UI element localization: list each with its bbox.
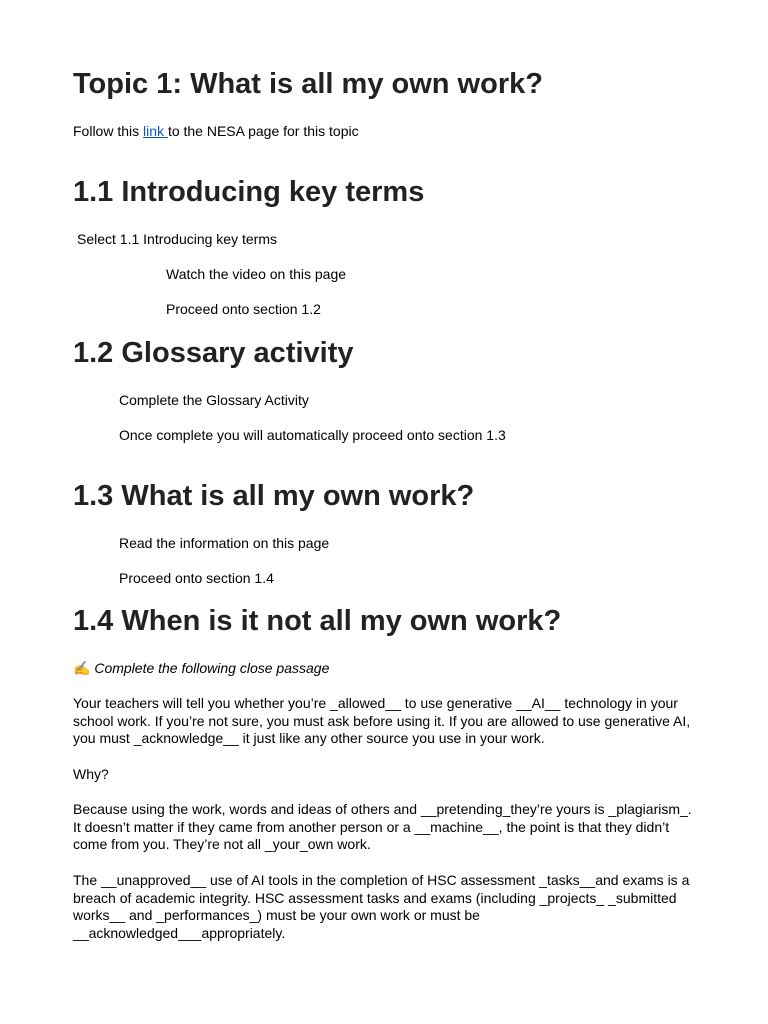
intro-text-after: to the NESA page for this topic bbox=[167, 123, 359, 139]
close-passage-instruction bbox=[73, 660, 329, 678]
instruction-text: Complete the following close passage bbox=[94, 660, 330, 676]
section-1-2-step-1: Complete the Glossary Activity bbox=[119, 392, 309, 408]
passage-paragraph-1: Your teachers will tell you whether you’re _allowed__ to use generative __AI__ technology in your school work. If you’re not sure, you must ask before using it. If you are allowed to use generative AI, you must _acknowledge__ it just like any other source you use in your work. bbox=[73, 695, 691, 746]
section-1-2-step-2: Once complete you will automatically proceed onto section 1.3 bbox=[119, 427, 506, 443]
section-1-1-heading: 1.1 Introducing key terms bbox=[73, 176, 425, 208]
writing-hand-icon: ✍ bbox=[73, 660, 91, 676]
section-1-3-step-2: Proceed onto section 1.4 bbox=[119, 570, 274, 586]
topic-title: Topic 1: What is all my own work? bbox=[73, 68, 543, 100]
intro-line bbox=[73, 123, 359, 141]
passage-why: Why? bbox=[73, 766, 109, 782]
section-1-3-heading: 1.3 What is all my own work? bbox=[73, 480, 475, 512]
section-1-2-heading: 1.2 Glossary activity bbox=[73, 337, 354, 369]
section-1-1-step-2: Proceed onto section 1.2 bbox=[166, 301, 321, 317]
section-1-4-heading: 1.4 When is it not all my own work? bbox=[73, 605, 562, 637]
section-1-1-select: Select 1.1 Introducing key terms bbox=[77, 231, 277, 247]
intro-text-before: Follow this bbox=[73, 123, 144, 139]
section-1-1-step-1: Watch the video on this page bbox=[166, 266, 347, 282]
section-1-3-step-1: Read the information on this page bbox=[119, 535, 330, 551]
passage-paragraph-2: Because using the work, words and ideas of others and __pretending_they’re yours is _plagiarism_. It doesn’t matter if they came from another person or a __machine__, the point is that they didn’t come from you. They’re not all _your_own work. bbox=[73, 801, 692, 852]
passage-paragraph-3: The __unapproved__ use of AI tools in the completion of HSC assessment _tasks__and exams is a breach of academic integrity. HSC assessment tasks and exams (including _projects_ _submitted works__ and _performances_) must be your own work or must be __acknowledged___appropriately. bbox=[73, 872, 690, 941]
nesa-link[interactable]: link bbox=[143, 123, 168, 139]
